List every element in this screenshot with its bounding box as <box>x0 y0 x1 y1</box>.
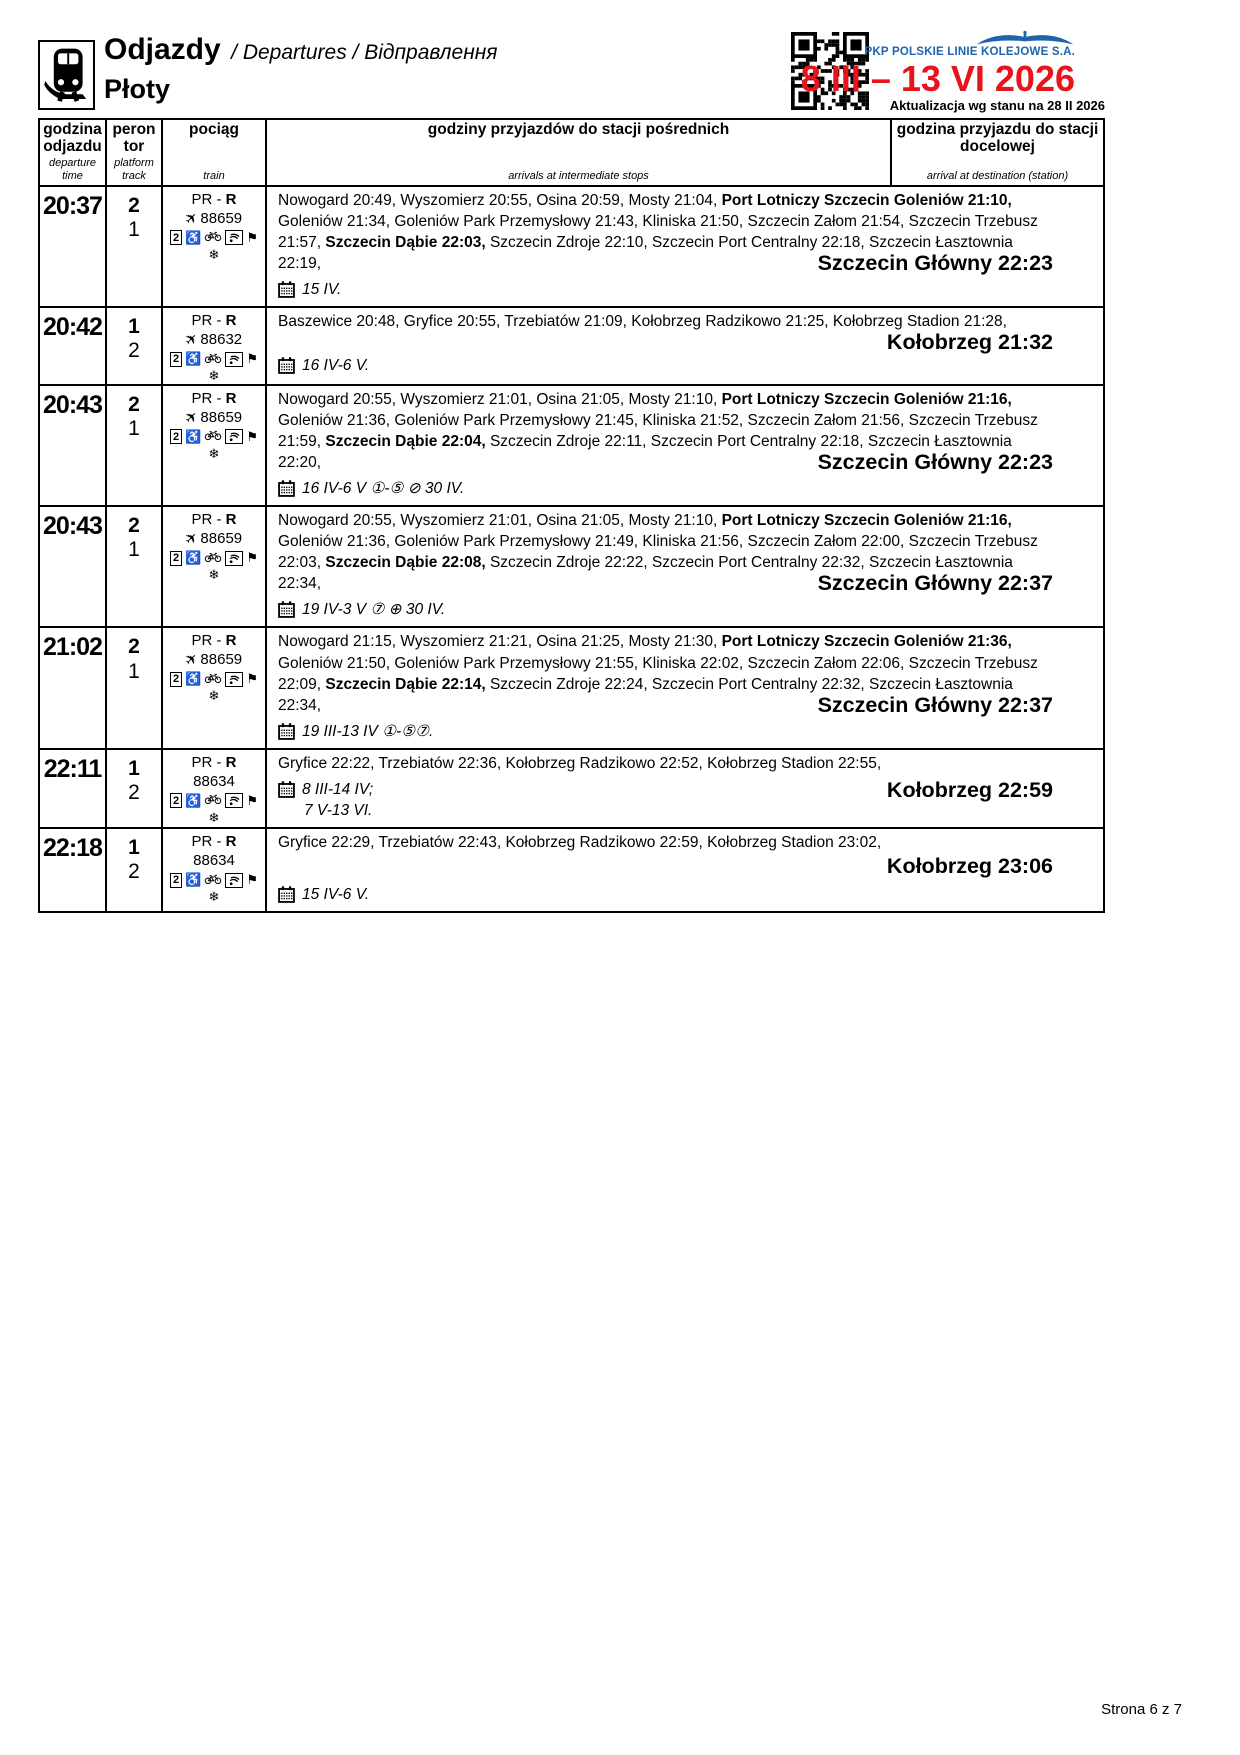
destination: Szczecin Główny 22:37 <box>817 692 1053 717</box>
calendar-icon <box>278 480 295 497</box>
platform-track-cell <box>107 829 163 911</box>
calendar-notes <box>278 279 1053 300</box>
air-conditioning-icon: ❄ <box>208 889 220 905</box>
conductor-icon: ⚑ <box>246 550 258 566</box>
route-cell <box>267 308 1103 384</box>
route-cell <box>267 386 1103 505</box>
calendar-note <box>278 884 1053 905</box>
wheelchair-icon: ♿ <box>185 872 202 888</box>
calendar-notes <box>278 854 1053 905</box>
bicycle-icon <box>204 873 222 888</box>
amenity-icons <box>163 429 265 445</box>
wheelchair-icon: ♿ <box>185 671 202 687</box>
departure-time: 22:11 <box>40 750 107 827</box>
intermediate-stops: Gryfice 22:22, Trzebiatów 22:36, Kołobrzeg Radzikowo 22:52, Kołobrzeg Stadion 22:55, <box>278 754 882 772</box>
conductor-icon: ⚑ <box>246 428 258 444</box>
amenity-icons <box>163 872 265 888</box>
calendar-text: 19 III-13 IV ①-⑤⑦. <box>302 722 434 740</box>
conductor-icon: ⚑ <box>246 351 258 367</box>
calendar-column <box>278 774 373 821</box>
track-number: 2 <box>128 339 140 363</box>
departure-time: 20:42 <box>40 308 107 384</box>
train-number: 88634 <box>193 772 235 790</box>
train-category: PR - R <box>191 389 237 407</box>
intermediate-stops: Baszewice 20:48, Gryfice 20:55, Trzebiatów 21:09, Kołobrzeg Radzikowo 21:25, Kołobrzeg Stadion 21:28, Kołobrzeg 21:32 <box>278 313 1053 355</box>
platform-number: 1 <box>128 756 140 780</box>
amenity-icons <box>163 793 265 809</box>
destination: Szczecin Główny 22:23 <box>817 250 1053 275</box>
table-header <box>40 120 1103 187</box>
platform-track-cell <box>107 308 163 384</box>
platform-number: 2 <box>128 193 140 217</box>
track-number: 2 <box>128 860 140 884</box>
title-translations: / Departures / Відправлення <box>231 41 498 64</box>
table-row <box>40 505 1103 626</box>
route-cell <box>267 187 1103 306</box>
departure-time: 21:02 <box>40 628 107 747</box>
track-number: 1 <box>128 538 140 562</box>
second-class-icon: 2 <box>170 873 182 888</box>
table-row <box>40 827 1103 911</box>
air-conditioning-icon: ❄ <box>208 368 220 384</box>
destination: Kołobrzeg 21:32 <box>886 330 1053 355</box>
air-conditioning-icon: ❄ <box>208 688 220 704</box>
train-number: ✈88659 <box>181 528 243 550</box>
timetable-body <box>40 187 1103 911</box>
calendar-icon <box>278 781 295 798</box>
train-category: PR - R <box>191 190 237 208</box>
train-info-cell <box>163 187 267 306</box>
wheelchair-icon: ♿ <box>185 550 202 566</box>
wifi-icon <box>225 793 243 808</box>
air-conditioning-icon: ❄ <box>208 246 220 262</box>
conductor-icon: ⚑ <box>246 671 258 687</box>
platform-track-cell <box>107 187 163 306</box>
amenity-icons <box>163 671 265 687</box>
airplane-icon: ✈ <box>181 528 203 550</box>
calendar-icon <box>278 723 295 740</box>
conductor-icon: ⚑ <box>246 229 258 245</box>
train-number: ✈88632 <box>181 329 243 351</box>
bicycle-icon <box>204 551 222 566</box>
platform-number: 1 <box>128 836 140 860</box>
train-info-cell <box>163 628 267 747</box>
table-row <box>40 187 1103 306</box>
second-class-icon: 2 <box>170 551 182 566</box>
calendar-note <box>278 599 1053 620</box>
airplane-icon: ✈ <box>181 329 203 351</box>
second-class-icon: 2 <box>170 429 182 444</box>
train-info-cell <box>163 386 267 505</box>
train-info-cell <box>163 308 267 384</box>
train-info-cell <box>163 750 267 827</box>
bicycle-icon <box>204 230 222 245</box>
air-conditioning-icon: ❄ <box>208 567 220 583</box>
station-name: Płoty <box>104 73 171 104</box>
train-category: PR - R <box>191 312 237 330</box>
calendar-note <box>278 279 1053 300</box>
calendar-note <box>278 355 1053 376</box>
second-class-icon: 2 <box>170 793 182 808</box>
train-number: ✈88659 <box>181 406 243 428</box>
calendar-note <box>278 721 1053 742</box>
platform-track-cell <box>107 386 163 505</box>
wifi-icon <box>225 230 243 245</box>
departures-table <box>38 118 1105 913</box>
calendar-note <box>278 800 373 821</box>
second-class-icon: 2 <box>170 230 182 245</box>
platform-track-cell <box>107 507 163 626</box>
bicycle-icon <box>204 672 222 687</box>
departure-time: 22:18 <box>40 829 107 911</box>
wifi-icon <box>225 551 243 566</box>
train-pictogram-icon <box>43 45 91 105</box>
calendar-text: 16 IV-6 V. <box>302 356 370 374</box>
document-header <box>38 34 1202 118</box>
calendar-text: 8 III-14 IV; <box>302 780 374 798</box>
calendar-icon <box>278 601 295 618</box>
table-row <box>40 384 1103 505</box>
brand-name: PKP POLSKIE LINIE KOLEJOWE S.A. <box>864 46 1075 58</box>
col-platform-track: peron tor platform track <box>107 120 163 185</box>
calendar-text: 19 IV-3 V ⑦ ⊕ 30 IV. <box>302 601 446 619</box>
airplane-icon: ✈ <box>181 649 203 671</box>
departure-time: 20:37 <box>40 187 107 306</box>
destination: Szczecin Główny 22:23 <box>817 449 1053 474</box>
amenity-icons <box>163 351 265 367</box>
route-cell <box>267 829 1103 911</box>
calendar-text: 16 IV-6 V ①-⑤ ⊘ 30 IV. <box>302 479 465 497</box>
calendar-notes <box>278 721 1053 742</box>
conductor-icon: ⚑ <box>246 872 258 888</box>
wheelchair-icon: ♿ <box>185 428 202 444</box>
wifi-icon <box>225 873 243 888</box>
brand-line <box>801 28 1075 58</box>
wheelchair-icon: ♿ <box>185 229 202 245</box>
pkp-eagle-icon <box>801 28 1075 46</box>
train-category: PR - R <box>191 511 237 529</box>
calendar-icon <box>278 357 295 374</box>
table-row <box>40 748 1103 827</box>
calendar-note <box>278 779 373 800</box>
airplane-icon: ✈ <box>181 207 203 229</box>
col-destination: godzina przyjazdu do stacji docelowej arrival at destination (station) <box>896 121 1099 182</box>
intermediate-stops: Nowogard 21:15, Wyszomierz 21:21, Osina 21:25, Mosty 21:30, Port Lotniczy Szczecin Goleniów 21:36, Goleniów 21:50, Goleniów Park Przemysłowy 21:55, Kliniska 22:02, Szczecin Załom 22:06, Szczecin Trzebusz 22:09, Szczecin Dąbie 22:14, Szczecin Zdroje 22:24, Szczecin Port Centralny 22:32, Szczecin Łasztownia 22:34, Szczecin Główny 22:37 <box>278 633 1053 717</box>
calendar-note <box>278 478 1053 499</box>
calendar-destination-row <box>278 774 1053 821</box>
platform-number: 2 <box>128 514 140 538</box>
train-number: ✈88659 <box>181 649 243 671</box>
platform-track-cell <box>107 750 163 827</box>
route-cell <box>267 750 1103 827</box>
calendar-notes <box>278 774 1053 821</box>
calendar-icon <box>278 281 295 298</box>
train-category: PR - R <box>191 833 237 851</box>
track-number: 1 <box>128 416 140 440</box>
validity-period: 8 III – 13 VI 2026 <box>800 58 1075 99</box>
calendar-icon <box>278 886 295 903</box>
bicycle-icon <box>204 429 222 444</box>
train-info-cell <box>163 829 267 911</box>
wheelchair-icon: ♿ <box>185 792 202 808</box>
wheelchair-icon: ♿ <box>185 351 202 367</box>
route-cell <box>267 507 1103 626</box>
update-note: Aktualizacja wg stanu na 28 II 2026 <box>889 98 1105 113</box>
amenity-icons <box>163 230 265 246</box>
conductor-icon: ⚑ <box>246 792 258 808</box>
second-class-icon: 2 <box>170 352 182 367</box>
intermediate-stops: Nowogard 20:55, Wyszomierz 21:01, Osina 21:05, Mosty 21:10, Port Lotniczy Szczecin Goleniów 21:16, Goleniów 21:36, Goleniów Park Przemysłowy 21:45, Kliniska 21:52, Szczecin Załom 21:56, Szczecin Trzebusz 21:59, Szczecin Dąbie 22:04, Szczecin Zdroje 22:11, Szczecin Port Centralny 22:18, Szczecin Łasztownia 22:20, Szczecin Główny 22:23 <box>278 390 1053 474</box>
route-cell <box>267 628 1103 747</box>
wifi-icon <box>225 429 243 444</box>
destination: Kołobrzeg 22:59 <box>886 777 1053 802</box>
bicycle-icon <box>204 352 222 367</box>
track-number: 1 <box>128 659 140 683</box>
calendar-notes <box>278 355 1053 376</box>
calendar-text: 15 IV. <box>302 280 342 298</box>
departure-time: 20:43 <box>40 386 107 505</box>
platform-number: 2 <box>128 635 140 659</box>
intermediate-stops: Nowogard 20:49, Wyszomierz 20:55, Osina 20:59, Mosty 21:04, Port Lotniczy Szczecin Goleniów 21:10, Goleniów 21:34, Goleniów Park Przemysłowy 21:43, Kliniska 21:50, Szczecin Załom 21:54, Szczecin Trzebusz 21:57, Szczecin Dąbie 22:03, Szczecin Zdroje 22:10, Szczecin Port Centralny 22:18, Szczecin Łasztownia 22:19, Szczecin Główny 22:23 <box>278 191 1053 275</box>
wifi-icon <box>225 672 243 687</box>
train-icon <box>38 40 95 110</box>
track-number: 2 <box>128 780 140 804</box>
page-number: Strona 6 z 7 <box>1101 1701 1182 1718</box>
calendar-notes <box>278 599 1053 620</box>
intermediate-stops: Nowogard 20:55, Wyszomierz 21:01, Osina 21:05, Mosty 21:10, Port Lotniczy Szczecin Goleniów 21:16, Goleniów 21:36, Goleniów Park Przemysłowy 21:49, Kliniska 21:56, Szczecin Załom 22:00, Szczecin Trzebusz 22:03, Szczecin Dąbie 22:08, Szczecin Zdroje 22:22, Szczecin Port Centralny 22:32, Szczecin Łasztownia 22:34, Szczecin Główny 22:37 <box>278 512 1053 596</box>
air-conditioning-icon: ❄ <box>208 445 220 461</box>
table-row <box>40 306 1103 384</box>
wifi-icon <box>225 352 243 367</box>
departure-time: 20:43 <box>40 507 107 626</box>
calendar-text: 15 IV-6 V. <box>302 885 370 903</box>
platform-number: 1 <box>128 315 140 339</box>
air-conditioning-icon: ❄ <box>208 809 220 825</box>
intermediate-stops: Gryfice 22:29, Trzebiatów 22:43, Kołobrzeg Radzikowo 22:59, Kołobrzeg Stadion 23:02, <box>278 834 882 852</box>
train-category: PR - R <box>191 753 237 771</box>
platform-track-cell <box>107 628 163 747</box>
destination: Szczecin Główny 22:37 <box>817 571 1053 596</box>
amenity-icons <box>163 550 265 566</box>
train-category: PR - R <box>191 632 237 650</box>
calendar-notes <box>278 478 1053 499</box>
col-intermediate-stops: godziny przyjazdów do stacji pośrednich arrivals at intermediate stops <box>267 120 892 185</box>
title-odjazdy: Odjazdy <box>104 33 221 66</box>
train-number: ✈88659 <box>181 207 243 229</box>
airplane-icon: ✈ <box>181 406 203 428</box>
platform-number: 2 <box>128 392 140 416</box>
calendar-text: 7 V-13 VI. <box>304 801 373 819</box>
bicycle-icon <box>204 793 222 808</box>
destination: Kołobrzeg 23:06 <box>886 854 1053 879</box>
col-train: pociąg train <box>163 120 267 185</box>
train-number: 88634 <box>193 852 235 870</box>
table-row <box>40 626 1103 747</box>
second-class-icon: 2 <box>170 672 182 687</box>
col-departure-time: godzina odjazdu departure time <box>40 120 107 185</box>
train-info-cell <box>163 507 267 626</box>
track-number: 1 <box>128 217 140 241</box>
